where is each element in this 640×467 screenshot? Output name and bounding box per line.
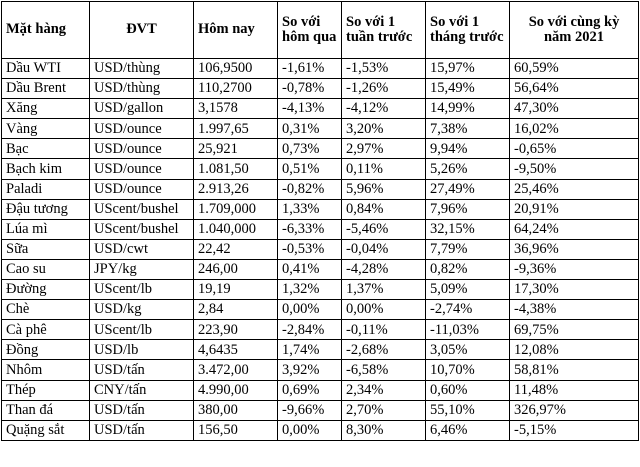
cell-vs-week: -4,28%: [342, 259, 426, 279]
cell-item: Xăng: [2, 99, 90, 119]
cell-today: 25,921: [194, 139, 278, 159]
cell-unit: USD/ounce: [90, 159, 194, 179]
cell-item: Than đá: [2, 400, 90, 420]
cell-today: 1.040,000: [194, 219, 278, 239]
header-unit: ĐVT: [90, 2, 194, 59]
table-row: [2, 280, 639, 300]
cell-vs-week: -1,53%: [342, 59, 426, 79]
cell-today: 110,2700: [194, 79, 278, 99]
cell-today: 3,1578: [194, 99, 278, 119]
cell-unit: USD/tấn: [90, 360, 194, 380]
table-row: [2, 59, 639, 79]
cell-vs-week: 2,70%: [342, 400, 426, 420]
cell-vs-week: 2,34%: [342, 380, 426, 400]
cell-vs-day: 0,41%: [278, 259, 342, 279]
cell-today: 3.472,00: [194, 360, 278, 380]
cell-vs-month: 9,94%: [426, 139, 510, 159]
cell-item: Dầu Brent: [2, 79, 90, 99]
cell-item: Đồng: [2, 340, 90, 360]
cell-today: 246,00: [194, 259, 278, 279]
table-row: [2, 239, 639, 259]
cell-unit: USD/tấn: [90, 420, 194, 440]
cell-vs-year: -9,50%: [510, 159, 639, 179]
commodity-price-table: [1, 1, 639, 441]
table-header: [2, 2, 639, 59]
cell-vs-week: 3,20%: [342, 119, 426, 139]
cell-unit: UScent/bushel: [90, 219, 194, 239]
cell-vs-day: 1,74%: [278, 340, 342, 360]
cell-item: Đường: [2, 280, 90, 300]
cell-unit: USD/cwt: [90, 239, 194, 259]
cell-vs-week: -5,46%: [342, 219, 426, 239]
cell-vs-day: -4,13%: [278, 99, 342, 119]
table-row: [2, 259, 639, 279]
cell-vs-year: 17,30%: [510, 280, 639, 300]
cell-item: Chè: [2, 300, 90, 320]
cell-today: 4.990,00: [194, 380, 278, 400]
cell-unit: USD/tấn: [90, 400, 194, 420]
cell-vs-month: 0,82%: [426, 259, 510, 279]
cell-vs-month: 32,15%: [426, 219, 510, 239]
cell-vs-week: 0,00%: [342, 300, 426, 320]
cell-vs-year: -4,38%: [510, 300, 639, 320]
cell-item: Paladi: [2, 179, 90, 199]
cell-item: Đậu tương: [2, 199, 90, 219]
cell-item: Quặng sắt: [2, 420, 90, 440]
header-row: [2, 2, 639, 59]
cell-vs-day: -6,33%: [278, 219, 342, 239]
cell-vs-year: 20,91%: [510, 199, 639, 219]
table-row: [2, 320, 639, 340]
cell-item: Cao su: [2, 259, 90, 279]
cell-today: 2.913,26: [194, 179, 278, 199]
cell-item: Vàng: [2, 119, 90, 139]
cell-today: 2,84: [194, 300, 278, 320]
cell-vs-week: -0,11%: [342, 320, 426, 340]
cell-unit: USD/ounce: [90, 179, 194, 199]
cell-vs-year: -9,36%: [510, 259, 639, 279]
table-row: [2, 159, 639, 179]
cell-unit: JPY/kg: [90, 259, 194, 279]
cell-vs-day: -0,78%: [278, 79, 342, 99]
table-row: [2, 340, 639, 360]
table-row: [2, 99, 639, 119]
cell-today: 380,00: [194, 400, 278, 420]
cell-vs-week: 2,97%: [342, 139, 426, 159]
table-row: [2, 360, 639, 380]
table-row: [2, 219, 639, 239]
cell-vs-day: 1,33%: [278, 199, 342, 219]
cell-vs-month: 55,10%: [426, 400, 510, 420]
cell-today: 156,50: [194, 420, 278, 440]
cell-vs-week: -4,12%: [342, 99, 426, 119]
header-vs-year: So với cùng kỳ năm 2021: [510, 2, 639, 59]
cell-unit: USD/ounce: [90, 119, 194, 139]
cell-vs-week: -2,68%: [342, 340, 426, 360]
cell-item: Sữa: [2, 239, 90, 259]
header-today: Hôm nay: [194, 2, 278, 59]
cell-vs-day: 0,31%: [278, 119, 342, 139]
cell-vs-year: 56,64%: [510, 79, 639, 99]
cell-today: 106,9500: [194, 59, 278, 79]
cell-item: Lúa mì: [2, 219, 90, 239]
cell-vs-week: -1,26%: [342, 79, 426, 99]
table-row: [2, 119, 639, 139]
cell-vs-day: 1,32%: [278, 280, 342, 300]
cell-unit: UScent/bushel: [90, 199, 194, 219]
cell-vs-month: 10,70%: [426, 360, 510, 380]
cell-today: 22,42: [194, 239, 278, 259]
cell-vs-month: 14,99%: [426, 99, 510, 119]
table-row: [2, 79, 639, 99]
cell-vs-day: 0,73%: [278, 139, 342, 159]
cell-vs-year: -5,15%: [510, 420, 639, 440]
cell-vs-month: 7,38%: [426, 119, 510, 139]
cell-vs-month: 3,05%: [426, 340, 510, 360]
cell-vs-year: 11,48%: [510, 380, 639, 400]
cell-vs-day: 0,00%: [278, 300, 342, 320]
cell-vs-day: 3,92%: [278, 360, 342, 380]
cell-vs-month: 15,97%: [426, 59, 510, 79]
cell-item: Cà phê: [2, 320, 90, 340]
cell-vs-day: -1,61%: [278, 59, 342, 79]
cell-vs-week: 0,84%: [342, 199, 426, 219]
cell-vs-year: 36,96%: [510, 239, 639, 259]
cell-vs-week: -6,58%: [342, 360, 426, 380]
cell-item: Nhôm: [2, 360, 90, 380]
cell-vs-week: -0,04%: [342, 239, 426, 259]
header-vs-day: So với hôm qua: [278, 2, 342, 59]
cell-unit: USD/ounce: [90, 139, 194, 159]
table-body: [2, 59, 639, 441]
cell-vs-week: 8,30%: [342, 420, 426, 440]
cell-vs-day: -0,53%: [278, 239, 342, 259]
table-row: [2, 380, 639, 400]
header-item: Mặt hàng: [2, 2, 90, 59]
cell-unit: USD/lb: [90, 340, 194, 360]
cell-vs-month: 5,26%: [426, 159, 510, 179]
cell-vs-year: 326,97%: [510, 400, 639, 420]
cell-vs-week: 1,37%: [342, 280, 426, 300]
cell-today: 223,90: [194, 320, 278, 340]
cell-vs-month: 15,49%: [426, 79, 510, 99]
cell-vs-year: 58,81%: [510, 360, 639, 380]
cell-vs-month: -11,03%: [426, 320, 510, 340]
cell-today: 19,19: [194, 280, 278, 300]
table-row: [2, 199, 639, 219]
cell-vs-month: 6,46%: [426, 420, 510, 440]
cell-vs-day: -9,66%: [278, 400, 342, 420]
cell-unit: USD/kg: [90, 300, 194, 320]
cell-vs-year: 16,02%: [510, 119, 639, 139]
cell-vs-month: 0,60%: [426, 380, 510, 400]
cell-vs-year: 69,75%: [510, 320, 639, 340]
cell-vs-year: 47,30%: [510, 99, 639, 119]
cell-vs-month: 7,79%: [426, 239, 510, 259]
table-row: [2, 179, 639, 199]
cell-today: 1.081,50: [194, 159, 278, 179]
cell-vs-month: 27,49%: [426, 179, 510, 199]
cell-today: 4,6435: [194, 340, 278, 360]
cell-unit: CNY/tấn: [90, 380, 194, 400]
cell-unit: USD/thùng: [90, 59, 194, 79]
cell-vs-month: 7,96%: [426, 199, 510, 219]
cell-vs-day: -2,84%: [278, 320, 342, 340]
cell-vs-month: -2,74%: [426, 300, 510, 320]
cell-vs-year: 64,24%: [510, 219, 639, 239]
cell-unit: USD/thùng: [90, 79, 194, 99]
cell-vs-month: 5,09%: [426, 280, 510, 300]
cell-vs-day: 0,51%: [278, 159, 342, 179]
cell-item: Bạch kim: [2, 159, 90, 179]
header-vs-month: So với 1 tháng trước: [426, 2, 510, 59]
cell-vs-year: 60,59%: [510, 59, 639, 79]
cell-vs-week: 5,96%: [342, 179, 426, 199]
cell-vs-day: 0,00%: [278, 420, 342, 440]
cell-vs-day: 0,69%: [278, 380, 342, 400]
cell-today: 1.997,65: [194, 119, 278, 139]
cell-item: Bạc: [2, 139, 90, 159]
cell-unit: UScent/lb: [90, 320, 194, 340]
table-row: [2, 300, 639, 320]
cell-vs-week: 0,11%: [342, 159, 426, 179]
cell-vs-year: 12,08%: [510, 340, 639, 360]
header-vs-week: So với 1 tuần trước: [342, 2, 426, 59]
cell-vs-day: -0,82%: [278, 179, 342, 199]
cell-unit: USD/gallon: [90, 99, 194, 119]
cell-unit: UScent/lb: [90, 280, 194, 300]
cell-item: Thép: [2, 380, 90, 400]
cell-item: Dầu WTI: [2, 59, 90, 79]
table-row: [2, 420, 639, 440]
cell-vs-year: 25,46%: [510, 179, 639, 199]
cell-today: 1.709,000: [194, 199, 278, 219]
table-row: [2, 139, 639, 159]
table-row: [2, 400, 639, 420]
cell-vs-year: -0,65%: [510, 139, 639, 159]
